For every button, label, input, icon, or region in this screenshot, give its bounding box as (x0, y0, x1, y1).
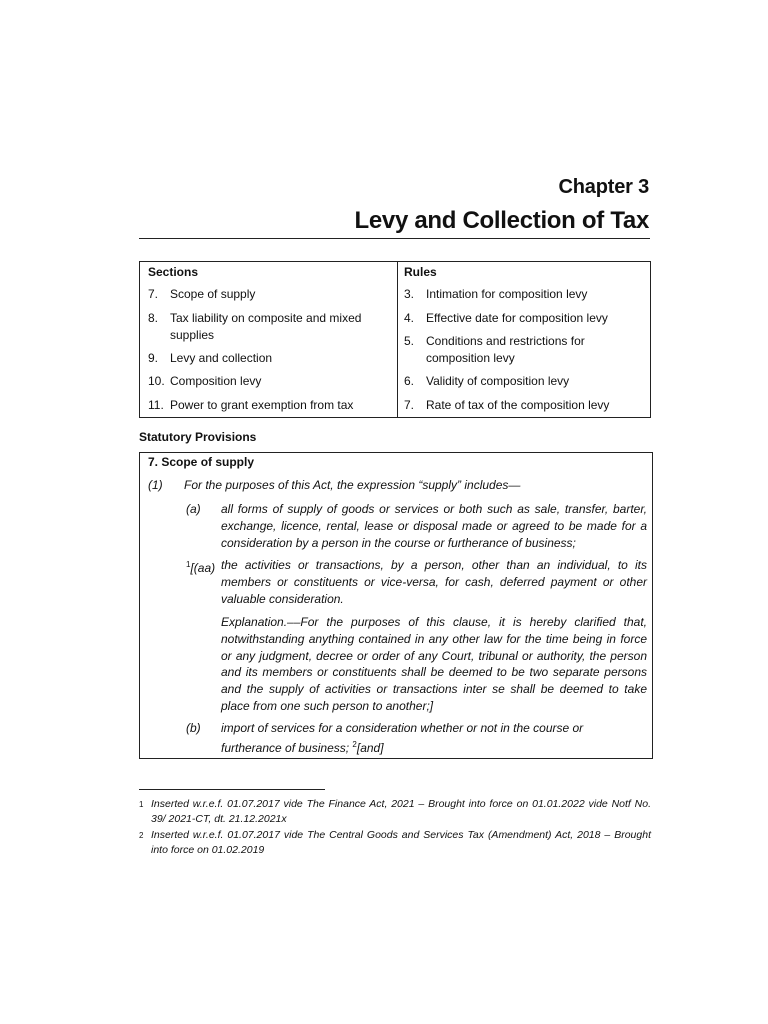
subclause-b-tail: [and] (356, 740, 384, 755)
footnote-ref: 2 (352, 739, 357, 749)
section-title: Power to grant exemption from tax (170, 398, 354, 412)
section-title: Tax liability on composite and mixed supplies (170, 311, 362, 342)
subclause-b-label: (b) (186, 721, 201, 735)
section-title: Scope of supply (170, 287, 256, 301)
subclause-b-text: import of services for a consideration whether or not in the course or furtherance of business; (221, 721, 584, 755)
subclause-aa-text: the activities or transactions, by a person, other than an individual, to its members or constituents or vice-versa, for cash, deferred payment or other valuable consideration. (221, 558, 647, 606)
footnote-text: Inserted w.r.e.f. 01.07.2017 vide The Finance Act, 2021 – Brought into force on 01.01.2022 vide Notf No. 39/ 2021-CT, dt. 21.12.2021x (151, 798, 651, 825)
footnote-ref: 1 (186, 560, 191, 569)
subclause-b-block (221, 720, 647, 757)
footnote-2 (139, 828, 651, 858)
rule-item (404, 333, 604, 367)
subclause-a-text: all forms of supply of goods or services or both such as sale, transfer, barter, exchange, licence, rental, lease or disposal made or agreed to be made for a consideration by a person in the course or furtherance of business; (221, 502, 647, 550)
provision-title: 7. Scope of supply (148, 455, 255, 469)
subclause-aa-label-text: [(aa) (190, 561, 216, 575)
section-item (148, 373, 383, 390)
subclause-a-label: (a) (186, 502, 201, 516)
rule-item (404, 397, 644, 414)
chapter-title: Levy and Collection of Tax (354, 207, 649, 234)
rule-title: Conditions and restrictions for composition levy (426, 334, 585, 365)
clause-text: For the purposes of this Act, the expression “supply” includes— (184, 478, 521, 492)
section-number: 7. (148, 287, 159, 301)
rule-title: Effective date for composition levy (426, 311, 608, 325)
sections-rules-table (139, 261, 651, 418)
footnote-mark: 1 (139, 800, 144, 809)
rule-number: 3. (404, 287, 415, 301)
section-number: 8. (148, 311, 159, 325)
rule-number: 5. (404, 334, 415, 348)
footnote-text: Inserted w.r.e.f. 01.07.2017 vide The Central Goods and Services Tax (Amendment) Act, 2018 – Brought into force on 01.02.2019 (151, 829, 651, 856)
title-divider (139, 238, 650, 239)
rule-title: Validity of composition levy (426, 374, 570, 388)
sections-heading: Sections (148, 265, 199, 279)
section-number: 9. (148, 351, 159, 365)
chapter-number: Chapter 3 (558, 176, 649, 198)
rule-item (404, 310, 644, 327)
rule-number: 7. (404, 398, 415, 412)
subclause-aa-label (186, 557, 215, 577)
explanation-text: Explanation.––For the purposes of this clause, it is hereby clarified that, notwithstanding anything contained in any other law for the time being in force or any judgment, decree or order of any Court, tribunal or authority, the person and its members or constituents shall be deemed to be two separate persons and the supply of activities or transactions inter se shall be deemed to take place from one such person to another;] (221, 615, 647, 713)
footnote-1 (139, 797, 651, 827)
section-item (148, 286, 383, 303)
rule-title: Intimation for composition levy (426, 287, 588, 301)
rules-column (398, 262, 650, 417)
footnote-mark: 2 (139, 831, 144, 840)
section-title: Composition levy (170, 374, 262, 388)
rule-item (404, 373, 644, 390)
footnote-divider (139, 789, 325, 790)
section-title: Levy and collection (170, 351, 273, 365)
rule-number: 4. (404, 311, 415, 325)
section-number: 10. (148, 374, 165, 388)
section-number: 11. (148, 398, 164, 412)
section-item (148, 350, 383, 367)
section-item (148, 310, 383, 344)
rule-item (404, 286, 644, 303)
statutory-provisions-heading: Statutory Provisions (139, 430, 257, 444)
rule-number: 6. (404, 374, 415, 388)
clause-label: (1) (148, 478, 163, 492)
provision-box (139, 452, 653, 759)
sections-column (140, 262, 398, 417)
rules-heading: Rules (404, 265, 437, 279)
rule-title: Rate of tax of the composition levy (426, 398, 610, 412)
section-item (148, 397, 388, 414)
